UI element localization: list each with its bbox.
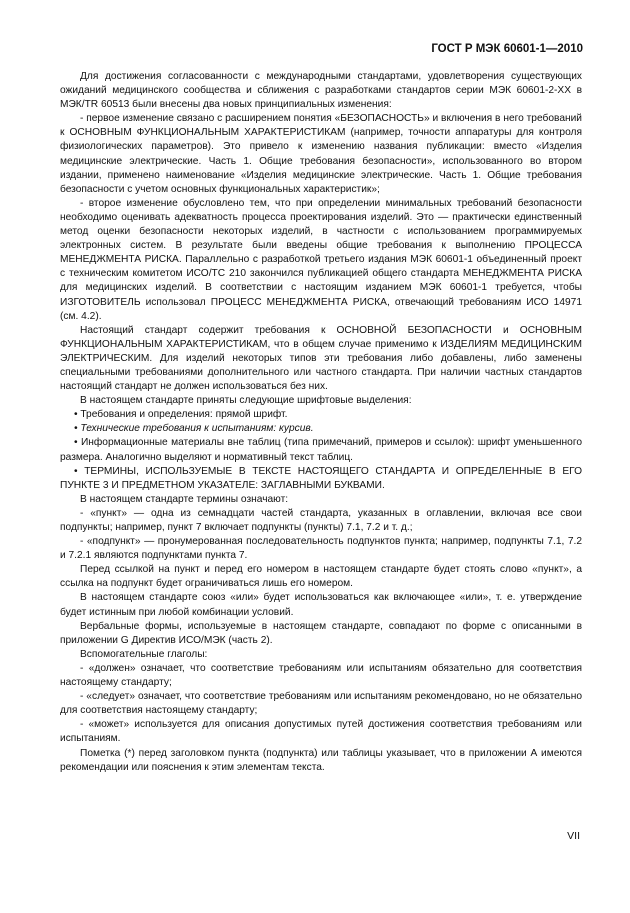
list-item-requirements: • Требования и определения: прямой шрифт.: [74, 409, 288, 421]
paragraph-terms-intro: В настоящем стандарте термины означают:: [80, 493, 289, 505]
page-number: VII: [567, 830, 580, 842]
paragraph-verb-may: - «может» используется для описания допустимых путей достижения соответствия требованиям или испытаниям.: [60, 719, 582, 745]
paragraph-auxiliary-verbs: Вспомогательные глаголы:: [80, 648, 208, 660]
paragraph-intro: Для достижения согласованности с международными стандартами, удовлетворения существующих ожиданий медицинского сообщества и сближения с разработками стандартов серии МЭК 60601-2-ХХ в МЭК/TR 60513 были внесены два новых принципиальных изменения:: [60, 71, 582, 111]
paragraph-second-change: - второе изменение обусловлено тем, что при определении минимальных требований безопасности необходимо оценивать адекватность процесса проектирования изделий. Это — практически единственный метод оценки безопасности некоторых изделий, в частности с использованием программируемых электронных систем. В результате были введены общие требования к выполнению ПРОЦЕССА МЕНЕДЖМЕНТА РИСКА. Параллельно с разработкой третьего издания МЭК 60601-1 объединенный проект с техническим комитетом ИСО/ТС 210 закончился публикацией общего стандарта МЕНЕДЖМЕНТА РИСКА для медицинских изделий. В соответствии с настоящим изданием МЭК 60601-1 требуется, чтобы ИЗГОТОВИТЕЛЬ использовал ПРОЦЕСС МЕНЕДЖМЕНТА РИСКА, отвечающий требованиям ИСО 14971 (см. 4.2).: [60, 197, 582, 322]
list-item-informative: • Информационные материалы вне таблиц (типа примечаний, примеров и ссылок): шрифт уменьшенного размера. Аналогично выделяют и нормативный текст таблиц.: [60, 437, 582, 463]
paragraph-term-clause: - «пункт» — одна из семнадцати частей стандарта, указанных в оглавлении, включая все свои подпункты; например, пункт 7 включает подпункты (пункты) 7.1, 7.2 и т. д.;: [60, 507, 582, 533]
list-item-test-requirements: • Технические требования к испытаниям: курсив.: [74, 423, 314, 435]
paragraph-verb-should: - «следует» означает, что соответствие требованиям или испытаниям рекомендовано, но не обязательно для соответствия настоящему стандарту;: [60, 691, 582, 717]
paragraph-reference-rule: Перед ссылкой на пункт и перед его номером в настоящем стандарте будет стоять слово «пункт», а ссылка на подпункт будет ограничиваться лишь его номером.: [60, 564, 582, 590]
document-header: ГОСТ Р МЭК 60601-1—2010: [431, 43, 583, 55]
paragraph-verbal-forms: Вербальные формы, используемые в настоящем стандарте, совпадают по форме с описанными в приложении G Директив ИСО/МЭК (часть 2).: [60, 620, 582, 646]
main-text: [60, 70, 582, 775]
paragraph-verb-shall: - «должен» означает, что соответствие требованиям или испытаниям обязательно для соответствия настоящему стандарту;: [60, 662, 582, 689]
paragraph-or-rule: В настоящем стандарте союз «или» будет использоваться как включающее «или», т. е. утверждение будет истинным при любой комбинации условий.: [60, 592, 582, 618]
paragraph-term-subclause: - «подпункт» — пронумерованная последовательность подпунктов пункта; например, подпункты 7.1, 7.2 и 7.2.1 являются подпунктами пункта 7.: [60, 536, 582, 562]
paragraph-scope: Настоящий стандарт содержит требования к ОСНОВНОЙ БЕЗОПАСНОСТИ и ОСНОВНЫМ ФУНКЦИОНАЛЬНЫМ ХАРАКТЕРИСТИКАМ, что в общем случае применимо к ИЗДЕЛИЯМ МЕДИЦИНСКИМ ЭЛЕКТРИЧЕСКИМ. Для изделий некоторых типов эти требования либо добавлены, либо заменены специальными требованиями дополнительного или частного стандарта. При наличии частных стандартов настоящий стандарт не должен использоваться без них.: [60, 324, 582, 393]
paragraph-asterisk-note: Пометка (*) перед заголовком пункта (подпункта) или таблицы указывает, что в приложении А имеются рекомендации или пояснения к этим элементам текста.: [60, 747, 582, 773]
paragraph-font-conventions: В настоящем стандарте приняты следующие шрифтовые выделения:: [80, 395, 412, 407]
list-item-terms: • ТЕРМИНЫ, ИСПОЛЬЗУЕМЫЕ В ТЕКСТЕ НАСТОЯЩЕГО СТАНДАРТА И ОПРЕДЕЛЕННЫЕ В ЕГО ПУНКТЕ 3 И ПРЕДМЕТНОМ УКАЗАТЕЛЕ: ЗАГЛАВНЫМИ БУКВАМИ.: [60, 465, 582, 491]
paragraph-first-change: - первое изменение связано с расширением понятия «БЕЗОПАСНОСТЬ» и включения в него требований к ОСНОВНЫМ ФУНКЦИОНАЛЬНЫМ ХАРАКТЕРИСТИКАМ (например, точности аппаратуры для контроля физиологических параметров). Это привело к изменению названия публикации: вместо «Изделия медицинские электрические. Часть 1. Общие требования безопасности», использованного во втором издании, применено наименование «Изделия медицинские электрические. Часть 1. Общие требования безопасности с учетом основных функциональных характеристик»;: [60, 113, 582, 195]
